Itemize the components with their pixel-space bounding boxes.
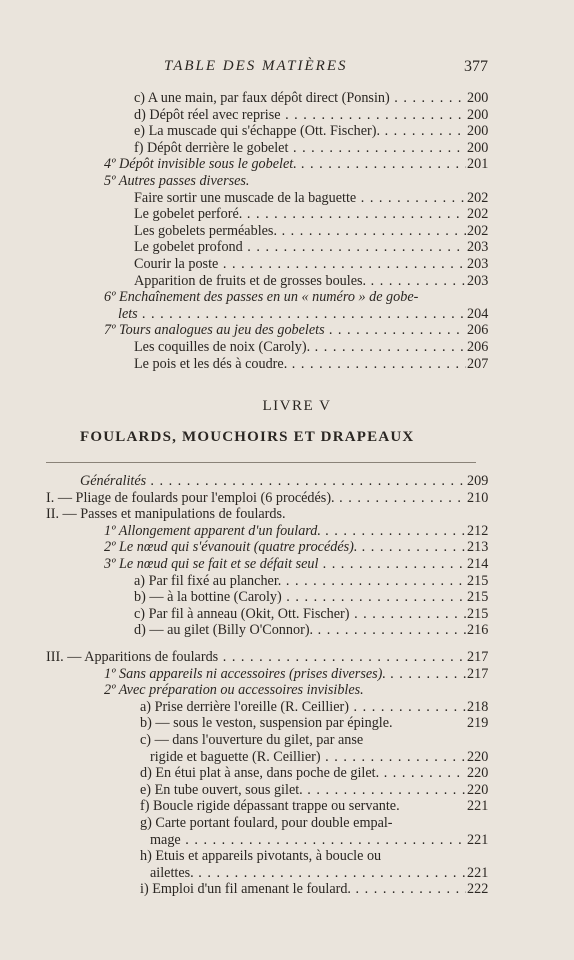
- toc-entry-page: 222: [467, 881, 489, 898]
- toc-entry: [0, 490, 574, 507]
- toc-entry: [0, 190, 574, 207]
- toc-entry-text: b) — sous le veston, suspension par épingle.: [140, 715, 393, 732]
- toc-entry: [0, 107, 574, 124]
- toc-entry: [0, 782, 574, 799]
- toc-entry: [0, 523, 574, 540]
- toc-entry-page: 220: [467, 765, 489, 782]
- toc-entry-text: 6º Enchaînement des passes en un « numéro » de gobe-: [104, 289, 419, 306]
- toc-entry: [0, 666, 574, 683]
- toc-entry-text: Le gobelet profond . . .: [134, 239, 466, 256]
- toc-entry-page: 202: [467, 222, 489, 239]
- spacer: [0, 639, 574, 649]
- toc-entry-text: h) Etuis et appareils pivotants, à boucle ou: [140, 848, 382, 865]
- toc-entry: [0, 206, 574, 223]
- toc-entry-page: 215: [467, 572, 489, 589]
- toc-entry-text: II. — Passes et manipulations de foulards.: [46, 506, 286, 523]
- toc-entry-page: 212: [467, 522, 489, 539]
- toc-entry: [0, 273, 574, 290]
- toc-entry-page: 206: [467, 322, 489, 339]
- toc-entry-page: 203: [467, 255, 489, 272]
- toc-entry-text: d) Dépôt réel avec reprise . . .: [134, 107, 466, 124]
- toc-entry-text: a) Prise derrière l'oreille (R. Ceillier) . . .: [140, 699, 466, 716]
- toc-entry: [0, 606, 574, 623]
- toc-entry: [0, 715, 574, 732]
- toc-entry-page: 215: [467, 589, 489, 606]
- toc-entry-text: ailettes. . . .: [150, 865, 466, 882]
- toc-entry: [0, 815, 574, 832]
- toc-entry-page: 209: [467, 473, 489, 490]
- toc-entry: [0, 339, 574, 356]
- toc-entry: [0, 239, 574, 256]
- toc-entry-text: 4º Dépôt invisible sous le gobelet. . . .: [104, 156, 466, 173]
- toc-entry-text: Le pois et les dés à coudre. . . .: [134, 356, 466, 373]
- toc-entry-text: 2º Le nœud qui s'évanouit (quatre procédés). . . .: [104, 539, 466, 556]
- toc-entry: [0, 90, 574, 107]
- toc-entry: [0, 356, 574, 373]
- toc-entry: [0, 556, 574, 573]
- toc-entry-page: 213: [467, 539, 489, 556]
- toc-entry: [0, 881, 574, 898]
- toc-entry-page: 216: [467, 622, 489, 639]
- toc-entry: [0, 699, 574, 716]
- toc-entry-text: e) En tube ouvert, sous gilet. . . .: [140, 782, 466, 799]
- toc-entry-text: d) — au gilet (Billy O'Connor). . . .: [134, 622, 466, 639]
- toc-entry-text: f) Boucle rigide dépassant trappe ou servante.: [140, 798, 400, 815]
- toc-entry-text: Généralités . . .: [80, 473, 466, 490]
- toc-entry-text: 2º Avec préparation ou accessoires invisibles.: [104, 682, 364, 699]
- toc-entry-page: 221: [467, 864, 489, 881]
- toc-entry: [0, 649, 574, 666]
- toc-entry-page: 203: [467, 239, 489, 256]
- toc-entry-text: Apparition de fruits et de grosses boules. . . .: [134, 273, 466, 290]
- toc-entry: [0, 256, 574, 273]
- page-header: [0, 58, 574, 78]
- toc-entry-text: d) En étui plat à anse, dans poche de gilet. . . .: [140, 765, 466, 782]
- toc-entry-text: 7º Tours analogues au jeu des gobelets . . .: [104, 322, 466, 339]
- toc-entry-page: 202: [467, 189, 489, 206]
- toc-entry-page: 221: [467, 831, 489, 848]
- toc-entry: [0, 832, 574, 849]
- toc-section-part1: [0, 90, 574, 372]
- page-number: 377: [464, 58, 488, 75]
- toc-entry: [0, 798, 574, 815]
- toc-entry-text: mage . . .: [150, 832, 466, 849]
- toc-entry: [0, 506, 574, 523]
- toc-entry-text: I. — Pliage de foulards pour l'emploi (6 procédés). . . .: [46, 490, 466, 507]
- toc-entry-page: 200: [467, 123, 489, 140]
- toc-entry: [0, 322, 574, 339]
- toc-entry: [0, 682, 574, 699]
- toc-entry-text: Les gobelets perméables. . . .: [134, 223, 466, 240]
- toc-entry-page: 221: [467, 798, 489, 815]
- toc-entry: [0, 749, 574, 766]
- toc-entry: [0, 589, 574, 606]
- toc-entry-text: c) — dans l'ouverture du gilet, par anse: [140, 732, 364, 748]
- table-of-contents: [0, 90, 574, 898]
- toc-entry-text: 1º Allongement apparent d'un foulard. . . .: [104, 523, 466, 540]
- toc-section-part2: [0, 473, 574, 898]
- toc-entry: [0, 123, 574, 140]
- toc-entry: [0, 732, 574, 749]
- toc-entry-page: 207: [467, 355, 489, 372]
- toc-entry-text: g) Carte portant foulard, pour double empal-: [140, 814, 393, 831]
- toc-entry-text: a) Par fil fixé au plancher. . . .: [134, 573, 466, 590]
- toc-entry-text: lets . . .: [118, 306, 466, 323]
- book-label: LIVRE V: [262, 398, 332, 415]
- toc-entry: [0, 865, 574, 882]
- toc-entry: [0, 289, 574, 306]
- toc-entry-page: 200: [467, 139, 489, 156]
- toc-entry-page: 218: [467, 698, 489, 715]
- toc-entry-text: 5º Autres passes diverses.: [104, 172, 250, 189]
- toc-entry-page: 210: [467, 489, 489, 506]
- toc-entry-text: c) A une main, par faux dépôt direct (Ponsin) . . .: [134, 90, 466, 107]
- toc-entry-page: 214: [467, 556, 489, 573]
- toc-entry-text: Courir la poste . . .: [134, 256, 466, 273]
- toc-entry-text: f) Dépôt derrière le gobelet . . .: [134, 140, 466, 157]
- toc-entry-page: 220: [467, 748, 489, 765]
- toc-entry-text: e) La muscade qui s'échappe (Ott. Fischer). . . .: [134, 123, 466, 140]
- divider: [46, 462, 476, 463]
- toc-entry: [0, 473, 574, 490]
- toc-entry-text: i) Emploi d'un fil amenant le foulard. . . .: [140, 881, 466, 898]
- toc-entry: [0, 140, 574, 157]
- toc-entry-text: b) — à la bottine (Caroly) . . .: [134, 589, 466, 606]
- toc-entry: [0, 173, 574, 190]
- toc-entry-page: 217: [467, 649, 489, 666]
- toc-entry-page: 200: [467, 106, 489, 123]
- toc-entry-text: Faire sortir une muscade de la baguette . . .: [134, 190, 466, 207]
- toc-entry-text: 1º Sans appareils ni accessoires (prises diverses). . . .: [104, 666, 466, 683]
- toc-entry: [0, 765, 574, 782]
- toc-entry: [0, 306, 574, 323]
- toc-entry-page: 203: [467, 272, 489, 289]
- toc-entry-page: 219: [467, 715, 489, 732]
- toc-entry-page: 201: [467, 156, 489, 173]
- toc-entry: [0, 223, 574, 240]
- book-title: FOULARDS, MOUCHOIRS ET DRAPEAUX: [80, 429, 415, 446]
- toc-entry-page: 200: [467, 90, 489, 106]
- toc-entry-page: 202: [467, 206, 489, 223]
- toc-entry: [0, 848, 574, 865]
- toc-entry-text: rigide et baguette (R. Ceillier) . . .: [150, 749, 466, 766]
- toc-entry-text: Le gobelet perforé. . . .: [134, 206, 466, 223]
- toc-entry-text: III. — Apparitions de foulards . . .: [46, 649, 466, 666]
- toc-entry-page: 215: [467, 605, 489, 622]
- toc-entry: [0, 622, 574, 639]
- toc-entry-page: 217: [467, 665, 489, 682]
- toc-entry-page: 204: [467, 305, 489, 322]
- toc-entry: [0, 539, 574, 556]
- toc-entry: [0, 573, 574, 590]
- toc-entry-text: Les coquilles de noix (Caroly). . . .: [134, 339, 466, 356]
- toc-entry-page: 206: [467, 338, 489, 355]
- running-title: TABLE DES MATIÈRES: [164, 58, 348, 74]
- toc-entry-page: 220: [467, 781, 489, 798]
- toc-entry-text: c) Par fil à anneau (Okit, Ott. Fischer) . . .: [134, 606, 466, 623]
- toc-entry-text: 3º Le nœud qui se fait et se défait seul . . .: [104, 556, 466, 573]
- toc-entry: [0, 156, 574, 173]
